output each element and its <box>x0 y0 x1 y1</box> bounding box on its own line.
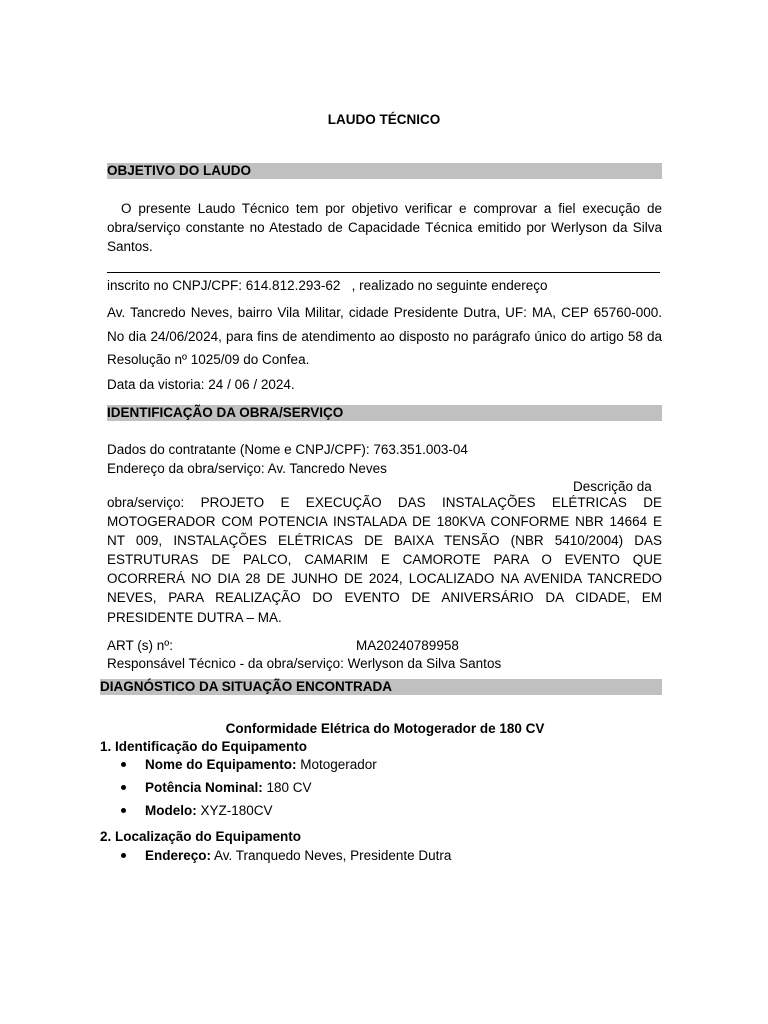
endereco-obra: Endereço da obra/serviço: Av. Tancredo Neves <box>107 461 387 476</box>
art-label: ART (s) nº: <box>107 638 173 653</box>
art-number: MA20240789958 <box>356 638 459 653</box>
bullet-label: Nome do Equipamento: <box>145 757 297 772</box>
bullet-value: Motogerador <box>296 757 377 772</box>
list-item <box>107 801 377 824</box>
endereco-paragraph: Av. Tancredo Neves, bairro Vila Militar, cidade Presidente Dutra, UF: MA, CEP 65760-000. No dia 24/06/2024, para fins de atendimento ao disposto no parágrafo único do artigo 58 da Resolução nº 1025/09 do Confea. <box>107 305 662 367</box>
descricao-paragraph: obra/serviço: PROJETO E EXECUÇÃO DAS INSTALAÇÕES ELÉTRICAS DE MOTOGERADOR COM POTENCIA INSTALADA DE 180KVA CONFORME NBR 14664 E NT 009, INSTALAÇÕES ELÉTRICAS DE BAIXA TENSÃO (NBR 5410/2004) DAS ESTRUTURAS DE PALCO, CAMARIM E CAMOROTE PARA O EVENTO QUE OCORRERÁ NO DIA 28 DE JUNHO DE 2024, LOCALIZADO NA AVENIDA TANCREDO NEVES, PARA REALIZAÇÃO DO EVENTO DE ANIVERSÁRIO DA CIDADE, EM PRESIDENTE DUTRA – MA. <box>107 495 662 625</box>
bullet-value: Av. Tranquedo Neves, Presidente Dutra <box>211 848 452 863</box>
item1-list <box>107 755 377 824</box>
bullet-icon <box>121 853 126 858</box>
document-title: LAUDO TÉCNICO <box>327 112 441 127</box>
signature-line <box>107 260 660 273</box>
section-header-diagnostico: DIAGNÓSTICO DA SITUAÇÃO ENCONTRADA <box>100 679 662 695</box>
item2-heading: 2. Localização do Equipamento <box>100 829 302 844</box>
data-vistoria: Data da vistoria: 24 / 06 / 2024. <box>107 377 295 392</box>
bullet-label: Potência Nominal: <box>145 780 263 795</box>
dados-contratante: Dados do contratante (Nome e CNPJ/CPF): 763.351.003-04 <box>107 442 468 457</box>
bullet-icon <box>121 808 126 813</box>
inscrito-line: inscrito no CNPJ/CPF: 614.812.293-62 , realizado no seguinte endereço <box>107 278 548 293</box>
objetivo-paragraph: O presente Laudo Técnico tem por objetivo verificar e comprovar a fiel execução de obra/serviço constante no Atestado de Capacidade Técnica emitido por Werlyson da Silva Santos. <box>107 201 662 254</box>
list-item <box>107 778 377 801</box>
responsavel-tecnico: Responsável Técnico - da obra/serviço: Werlyson da Silva Santos <box>107 656 502 671</box>
bullet-label: Modelo: <box>145 803 197 818</box>
list-item <box>107 755 377 778</box>
list-item <box>107 846 451 869</box>
bullet-value: 180 CV <box>262 780 312 795</box>
item1-heading: 1. Identificação do Equipamento <box>100 739 308 754</box>
bullet-icon <box>121 762 126 767</box>
conformidade-title: Conformidade Elétrica do Motogerador de 180 CV <box>225 721 545 736</box>
bullet-label: Endereço: <box>145 848 212 863</box>
bullet-value: XYZ-180CV <box>196 803 273 818</box>
section-header-objetivo: OBJETIVO DO LAUDO <box>107 163 662 179</box>
bullet-icon <box>121 785 126 790</box>
section-header-identificacao: IDENTIFICAÇÃO DA OBRA/SERVIÇO <box>107 405 662 421</box>
item2-list <box>107 846 451 869</box>
descricao-label: Descrição da <box>573 479 652 494</box>
